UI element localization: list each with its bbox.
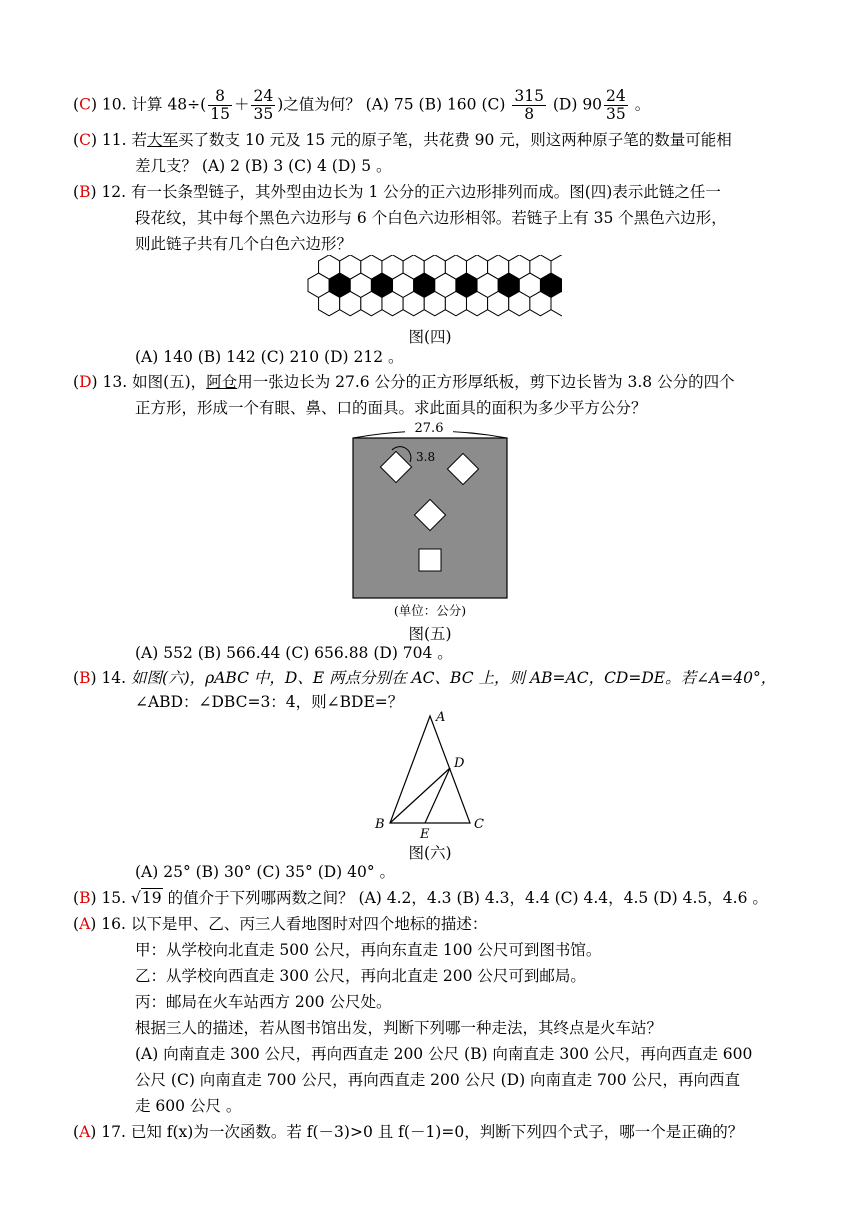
answer-14: B [79,669,91,687]
point-e-label: E [420,827,430,842]
question-12: (B) 12. 有一长条型链子，其外型由边长为 1 公分的正六边形排列而成。图(四)表示此链之任一 [73,183,721,201]
figure-6-caption: 图(六) [408,844,452,862]
segment-de [425,768,450,823]
vertex-c-label: C [474,817,484,832]
question-text: 若 [131,131,148,149]
question-text: 已知 f(x)为一次函数。若 f(－3)>0 且 f(－1)=0，判断下列四个式子，哪一个是正确的？ [130,1123,744,1141]
question-number: 10. [101,95,127,114]
person-name: 阿仓 [206,373,238,391]
question-text: 计算 48÷( [131,95,207,114]
answer-12: B [79,183,91,201]
question-12-options: (A) 140 (B) 142 (C) 210 (D) 212 。 [135,348,404,366]
fraction-numerator: 8 [208,88,232,106]
width-label: 27.6 [414,421,444,436]
answer-13: D [79,373,92,391]
radicand: 19 [141,889,162,907]
question-15: (B) 15. √19 的值介于下列哪两数之间？ (A) 4.2，4.3 (B) 4.3，4.4 (C) 4.4，4.5 (D) 4.5，4.6 。 [73,889,768,907]
question-16-options-3: 走 600 公尺 。 [135,1097,242,1115]
question-14-options: (A) 25° (B) 30° (C) 35° (D) 40° 。 [135,863,396,881]
point-d-label: D [454,756,465,771]
triangle-figure [370,706,490,846]
question-number: 14. [101,669,127,687]
figure-5-caption: 图(五) [408,625,452,643]
question-14-line-2: ∠ABD：∠DBC=3：4，则∠BDE=？ [135,693,404,711]
question-text: 的值介于下列哪两数之间？ (A) 4.2，4.3 (B) 4.3，4.4 (C) 4.4，4.5 (D) 4.5，4.6 。 [167,889,768,907]
fraction [208,88,232,123]
question-13: (D) 13. 如图(五)，阿仓用一张边长为 27.6 公分的正方形厚纸板，剪下边长皆为 3.8 公分的四个 [73,373,735,391]
fraction [512,88,546,123]
fraction-numerator: 24 [253,87,274,105]
answer-16: A [79,915,91,933]
question-text: 用一张边长为 27.6 公分的正方形厚纸板，剪下边长皆为 3.8 公分的四个 [237,373,735,391]
fraction-numerator: 24 [606,87,626,105]
figure-4-caption: 图(四) [408,328,452,346]
vertex-a-label: A [436,710,446,725]
question-17: (A) 17. 已知 f(x)为一次函数。若 f(－3)>0 且 f(－1)=0，判断下列四个式子，哪一个是正确的？ [73,1123,744,1141]
fraction-denominator: 15 [210,105,230,123]
side-length-label: 3.8 [416,450,436,464]
question-12-line-3: 则此链子共有几个白色六边形？ [135,235,353,253]
fraction-numerator: 315 [514,87,544,105]
question-text: (D) 90 [552,95,603,114]
question-text: 以下是甲、乙、丙三人看地图时对四个地标的描述： [130,915,488,933]
question-text: 有一长条型链子，其外型由边长为 1 公分的正六边形排列而成。图(四)表示此链之任一 [131,183,721,201]
question-10: (C) 10. 计算 48÷( $\frac{8}{15}$ ＋ $\frac{24}{35}$ )之值为何？ (A) 75 (B) 160 (C) $\frac{315}{8}$ (D) 90 $\frac{24}{35}$ 。 [73,87,651,123]
question-number: 11. [101,131,127,149]
plus-sign: ＋ [233,95,250,114]
question-11: (C) 11. 若大军买了数支 10 元及 15 元的原子笔，共花费 90 元，则这两种原子笔的数量可能相 [73,131,732,149]
question-16-options-2: 公尺 (C) 向南直走 700 公尺，再向西直走 200 公尺 (D) 向南直走 700 公尺，再向西直 [135,1071,741,1089]
question-number: 12. [101,183,127,201]
vertex-b-label: B [375,817,385,832]
fraction [604,88,628,123]
segment-bd [390,768,450,823]
question-number: 13. [102,373,128,391]
statement-yi: 乙：从学校向西直走 300 公尺，再向北直走 200 公尺可到邮局。 [135,967,586,985]
question-16-prompt: 根据三人的描述，若从图书馆出发，判断下列哪一种走法，其终点是火车站？ [135,1019,663,1037]
question-16: (A) 16. 以下是甲、乙、丙三人看地图时对四个地标的描述： [73,915,488,933]
fraction-denominator: 8 [524,105,535,123]
question-13-line-2: 正方形，形成一个有眼、鼻、口的面具。求此面具的面积为多少平方公分？ [135,399,647,417]
person-name: 大军 [147,131,179,149]
question-text: 如图(五)， [132,373,207,391]
question-text: 如图(六)，ρABC 中，D、E 两点分别在 AC、BC 上，则 AB=AC，CD=DE。若∠A=40°， [131,669,777,687]
mouth-square [419,549,441,571]
question-11-line-2: 差几支？ (A) 2 (B) 3 (C) 4 (D) 5 。 [135,157,392,175]
unit-note: (单位：公分) [393,603,467,618]
hexagon-chain-figure [300,255,562,327]
statement-jia: 甲：从学校向北直走 500 公尺，再向东直走 100 公尺可到图书馆。 [135,941,602,959]
statement-bing: 丙：邮局在火车站西方 200 公尺处。 [135,993,392,1011]
question-number: 16. [101,915,126,933]
question-number: 17. [101,1123,126,1141]
fraction-denominator: 35 [253,105,274,123]
question-text: 买了数支 10 元及 15 元的原子笔，共花费 90 元，则这两种原子笔的数量可能相 [178,131,732,149]
fraction [251,88,275,123]
answer-15: B [79,889,91,907]
answer-11: C [79,131,91,149]
question-number: 15. [101,889,127,907]
square-root: √19 [131,889,162,907]
mask-figure [345,418,515,604]
hexagon-group [308,255,562,316]
answer-17: A [79,1123,91,1141]
question-13-options: (A) 552 (B) 566.44 (C) 656.88 (D) 704 。 [135,644,453,662]
question-12-line-2: 段花纹，其中每个黑色六边形与 6 个白色六边形相邻。若链子上有 35 个黑色六边形， [135,209,727,227]
question-14: (B) 14. 如图(六)，ρABC 中，D、E 两点分别在 AC、BC 上，则 AB=AC，CD=DE。若∠A=40°， [73,669,777,687]
answer-10: C [79,95,91,114]
question-text: )之值为何？ (A) 75 (B) 160 (C) [277,95,506,114]
question-16-options-1: (A) 向南直走 300 公尺，再向西直走 200 公尺 (B) 向南直走 300 公尺，再向西直走 600 [135,1045,753,1063]
fraction-denominator: 35 [606,105,626,123]
question-text: 。 [634,95,651,114]
